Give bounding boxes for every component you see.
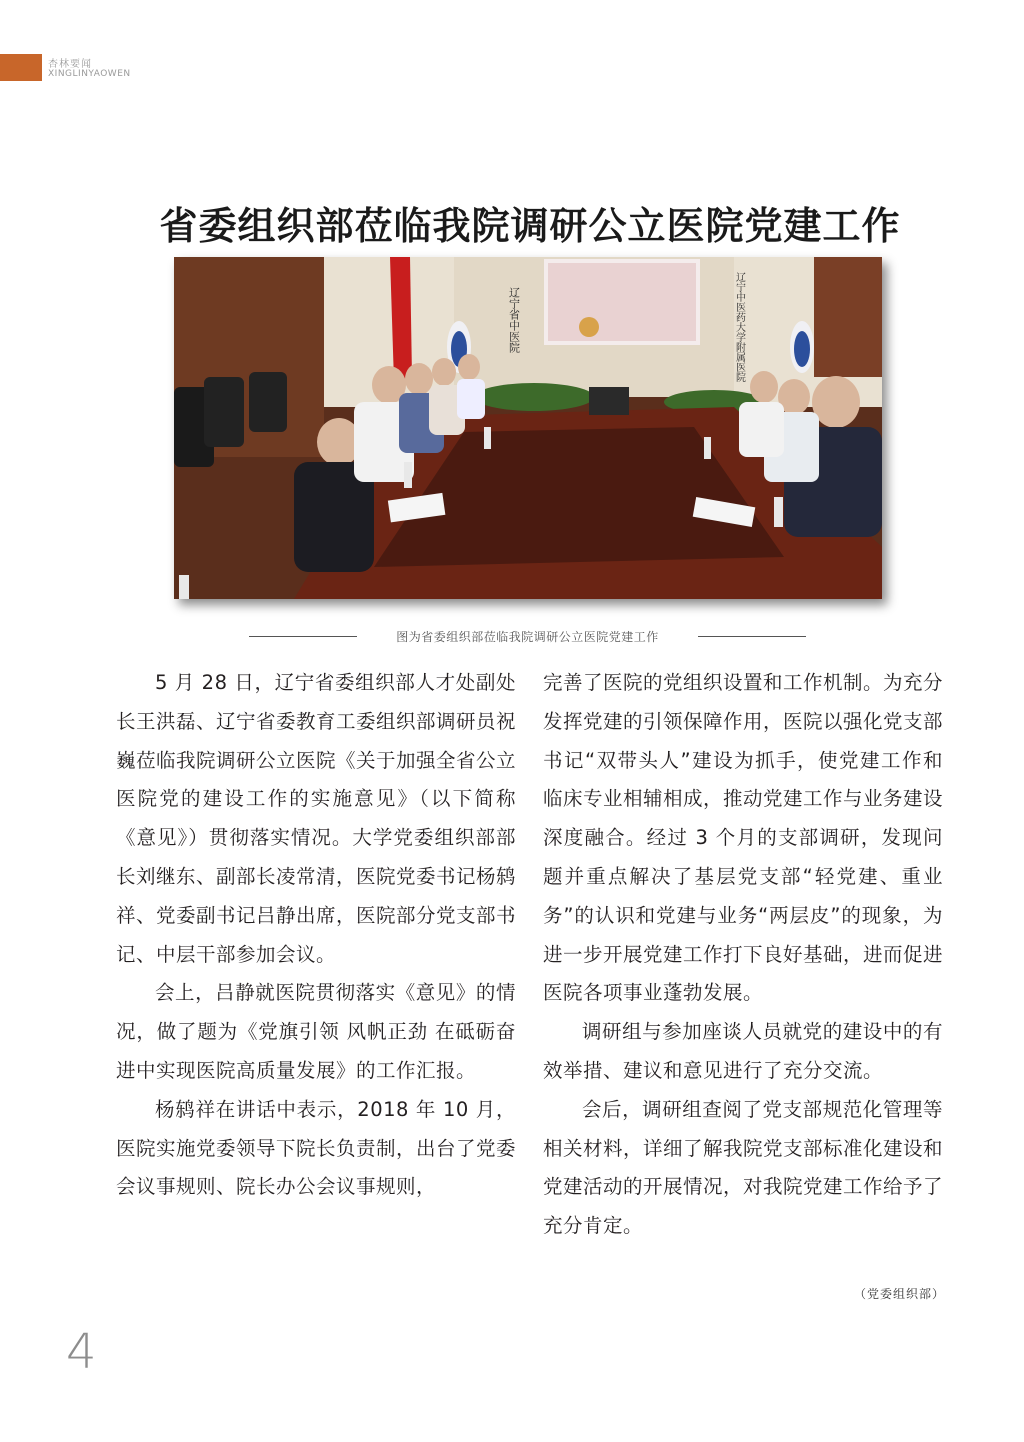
body-paragraph: 调研组与参加座谈人员就党的建设中的有效举措、建议和意见进行了充分交流。 bbox=[543, 1020, 943, 1082]
body-paragraph: 完善了医院的党组织设置和工作机制。为充分发挥党建的引领保障作用，医院以强化党支部书记“双带头人”建设为抓手，使党建工作和临床专业相辅相成，推动党建工作与业务建设深度融合。经过 3 个月的支部调研，发现问题并重点解决了基层党支部“轻党建、重业务”的认识和党建与业务“两层皮”的现象，为进一步开展党建工作打下良好基础，进而促进医院各项事业蓬勃发展。 bbox=[543, 671, 944, 1005]
caption-rule-right bbox=[698, 636, 806, 637]
article-source: （党委组织部） bbox=[854, 1287, 946, 1301]
section-color-tab bbox=[0, 54, 42, 81]
body-column-left bbox=[116, 664, 516, 1207]
photo-sign-right: 辽宁中医药大学附属医院 bbox=[733, 272, 745, 382]
photo-caption: 图为省委组织部莅临我院调研公立医院党建工作 bbox=[396, 629, 659, 644]
meeting-photo bbox=[174, 257, 882, 599]
article-title: 省委组织部莅临我院调研公立医院党建工作 bbox=[159, 203, 901, 249]
section-name: 杏林要闻 bbox=[48, 59, 92, 70]
body-paragraph: 会后，调研组查阅了党支部规范化管理等相关材料，详细了解我院党支部标准化建设和党建活动的开展情况，对我院党建工作给予了充分肯定。 bbox=[543, 1097, 944, 1238]
body-column-right bbox=[543, 664, 943, 1246]
section-name-pinyin: XINGLINYAOWEN bbox=[48, 69, 131, 79]
photo-sign-left: 辽宁省中医院 bbox=[507, 287, 521, 353]
body-paragraph: 会上，吕静就医院贯彻落实《意见》的情况，做了题为《党旗引领 风帆正劲 在砥砺奋进中实现医院高质量发展》的工作汇报。 bbox=[116, 981, 516, 1082]
page-number: 4 bbox=[66, 1324, 97, 1380]
body-paragraph: 杨鸫祥在讲话中表示，2018 年 10 月，医院实施党委领导下院长负责制，出台了党委会议事规则、院长办公会议事规则， bbox=[116, 1097, 517, 1199]
photo-caption-row bbox=[249, 626, 806, 646]
caption-rule-left bbox=[249, 636, 357, 637]
body-paragraph: 5 月 28 日，辽宁省委组织部人才处副处长王洪磊、辽宁省委教育工委组织部调研员祝巍莅临我院调研公立医院《关于加强全省公立医院党的建设工作的实施意见》（以下简称《意见》）贯彻落实情况。大学党委组织部部长刘继东、副部长凌常清，医院党委书记杨鸫祥、党委副书记吕静出席，医院部分党支部书记、中层干部参加会议。 bbox=[116, 671, 517, 966]
